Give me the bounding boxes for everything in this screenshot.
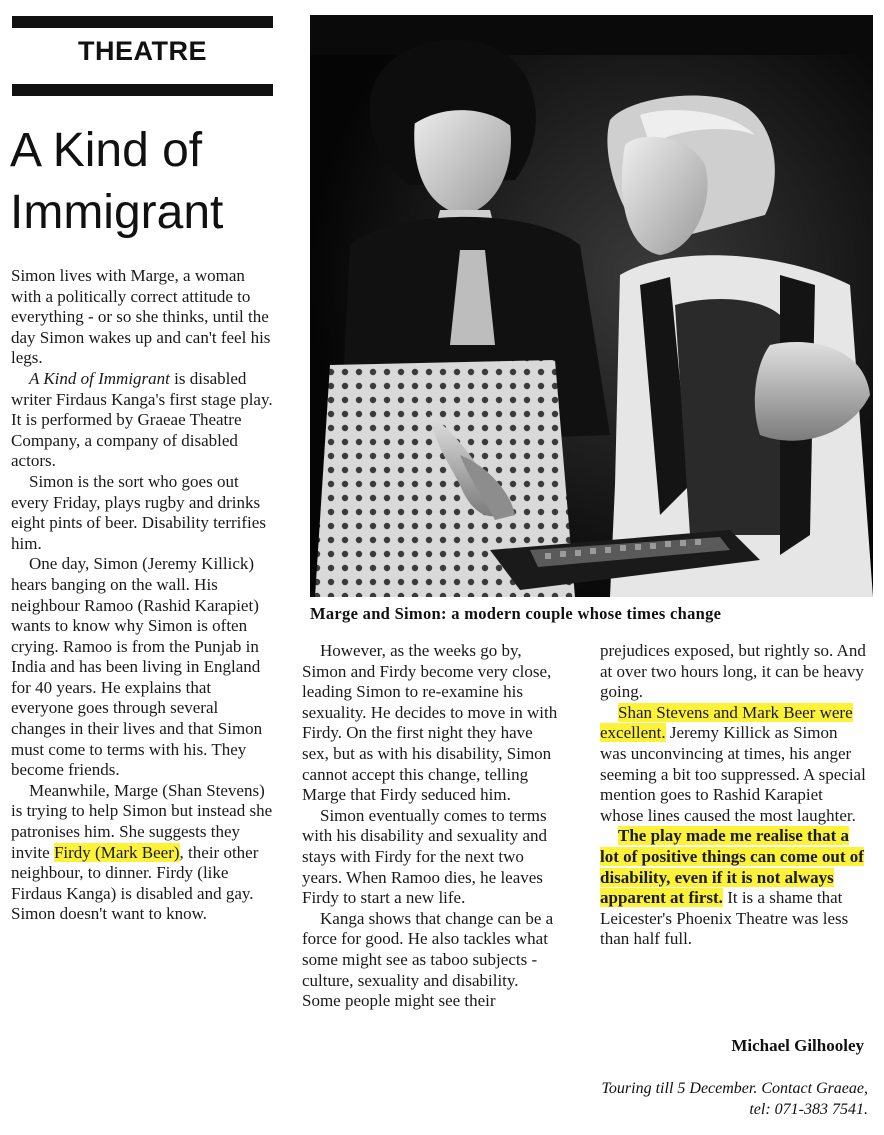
highlighted-text: Shan Stevens and Mark Beer were excellent. <box>600 702 853 743</box>
paragraph <box>600 703 868 827</box>
headline-line-2: Immigrant <box>10 186 224 239</box>
paragraph-text: is disabled writer Firdaus Kanga's first stage play. It is performed by Graeae Theatre Company, a company of disabled actors. <box>11 368 273 471</box>
paragraph: Simon eventually comes to terms with his disability and sexuality and stays with Firdy for the next two years. When Ramoo dies, he leaves Firdy to start a new life. <box>302 805 548 908</box>
section-label: THEATRE <box>78 36 207 66</box>
play-title: A Kind of Immigrant <box>29 368 170 388</box>
paragraph: Kanga shows that change can be a force for good. He also tackles what some might see as taboo subjects - culture, sexuality and disability. Some people might see their <box>302 908 554 1011</box>
photo-illustration <box>310 15 873 597</box>
highlighted-text: The play made me realise that a lot of positive things can come out of disability, even if it is not always apparent at first. <box>600 826 864 908</box>
byline: Michael Gilhooley <box>731 1036 864 1055</box>
touring-note: Touring till 5 December. Contact Graeae, tel: 071-383 7541. <box>601 1080 868 1118</box>
paragraph: However, as the weeks go by, Simon and Firdy become very close, leading Simon to re-examine his sexuality. He decides to move in with Firdy. On the first night they have sex, but as with his disability, Simon cannot accept this change, telling Marge that Firdy seduced him. <box>302 641 558 805</box>
photo-caption: Marge and Simon: a modern couple whose times change <box>310 604 722 623</box>
paragraph: Simon is the sort who goes out every Friday, plays rugby and drinks eight pints of beer. Disability terrifies him. <box>11 471 266 553</box>
paragraph: One day, Simon (Jeremy Killick) hears banging on the wall. His neighbour Ramoo (Rashid Karapiet) wants to know why Simon is often crying. Ramoo is from the Punjab in India and has been living in England for 40 years. He explains that everyone goes through several changes in their lives and that Simon must come to terms with his. They become friends. <box>11 554 263 780</box>
section-rule-bottom <box>12 84 273 96</box>
paragraph: Simon lives with Marge, a woman with a politically correct attitude to everything - or so she thinks, until the day Simon wakes up and can't feel his legs. <box>11 266 271 368</box>
paragraph <box>11 781 275 925</box>
paragraph: prejudices exposed, but rightly so. And at over two hours long, it can be heavy going. <box>600 641 866 702</box>
paragraph-text: It is a shame that Leicester's Phoenix Theatre was less than half full. <box>600 888 849 949</box>
article-column-1 <box>11 266 275 925</box>
article-column-2 <box>302 641 559 1012</box>
section-rule-top <box>12 16 273 28</box>
headline-line-1: A Kind of <box>10 124 203 177</box>
article-column-3 <box>600 641 868 950</box>
highlighted-text: Firdy (Mark Beer) <box>53 842 180 862</box>
paragraph <box>600 826 868 950</box>
paragraph-text: Jeremy Killick as Simon was unconvincing at times, his anger seeming a bit too suppressed. A special mention goes to Rashid Karapiet whose lines caused the most laughter. <box>600 723 866 825</box>
paragraph <box>11 369 275 472</box>
paragraph-text: Meanwhile, Marge (Shan Stevens) is trying to help Simon but instead she patronises him. She suggests they invite <box>11 780 273 862</box>
production-photo <box>310 15 873 597</box>
headline <box>10 120 300 244</box>
paragraph-text: , their other neighbour, to dinner. Firdy (like Firdaus Kanga) is disabled and gay. Simon doesn't want to know. <box>11 842 259 924</box>
